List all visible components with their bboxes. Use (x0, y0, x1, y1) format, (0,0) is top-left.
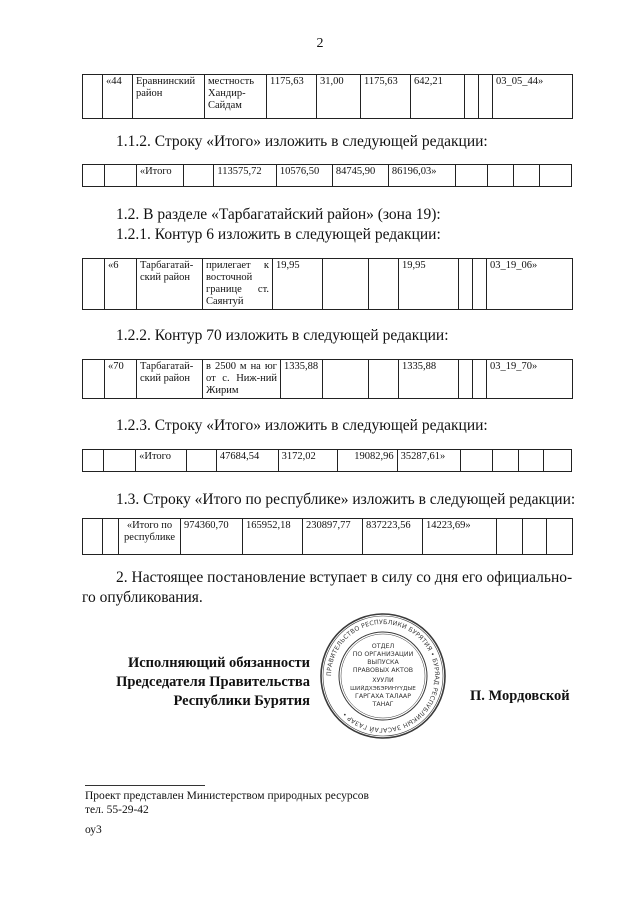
footer-submitted-by: Проект представлен Министерством природных ресурсов (85, 790, 369, 802)
paragraph-1-1-2: 1.1.2. Строку «Итого» изложить в следующей редакции: (116, 133, 488, 150)
table-contour-6 (82, 258, 573, 310)
paragraph-2-continuation: го опубликования. (82, 589, 203, 606)
seal-inner-text: ТАНАГ (372, 701, 394, 708)
table-row (83, 165, 572, 187)
paragraph-1-2: 1.2. В разделе «Тарбагатайский район» (зона 19): (116, 206, 441, 223)
table-cell (459, 360, 473, 399)
table-cell: 14223,69» (423, 519, 497, 555)
seal-ring-text: ПРАВИТЕЛЬСТВО РЕСПУБЛИКИ БУРЯТИЯ • БУРЯАД РЕСПУБЛИКЫН ЗАСАГАЙ ГАЗАР • (325, 618, 441, 734)
table-cell: 1335,88 (281, 360, 323, 399)
paragraph-1-2-3: 1.2.3. Строку «Итого» изложить в следующей редакции: (116, 417, 488, 434)
table-cell (104, 450, 136, 472)
table-cell (369, 259, 399, 310)
table-cell: 03_19_70» (487, 360, 573, 399)
table-cell (497, 519, 523, 555)
table-cell: 86196,03» (388, 165, 455, 187)
table-cell (323, 259, 369, 310)
table-row (83, 450, 572, 472)
table-cell (465, 75, 479, 119)
table-row (83, 360, 573, 399)
table-cell (493, 450, 519, 472)
table-cell (513, 165, 539, 187)
paragraph-1-2-1: 1.2.1. Контур 6 изложить в следующей редакции: (116, 226, 441, 243)
table-cell: «Итого (136, 165, 183, 187)
footer-code: оу3 (85, 824, 102, 836)
seal-inner-text: ГАРГАХА ТАЛААР (354, 693, 412, 700)
table-total-1 (82, 164, 572, 187)
table-cell: Тарбагатай-ский район (137, 360, 203, 399)
seal-inner-text: ВЫПУСКА (367, 659, 399, 666)
table-cell (473, 259, 487, 310)
table-cell (518, 450, 544, 472)
table-cell: 35287,61» (397, 450, 461, 472)
table-cell (83, 360, 105, 399)
table-cell (369, 360, 399, 399)
table-cell (539, 165, 571, 187)
table-cell (104, 165, 136, 187)
table-row (83, 75, 573, 119)
paragraph-2: 2. Настоящее постановление вступает в силу со дня его официально- (116, 569, 573, 586)
table-cell: 837223,56 (363, 519, 423, 555)
footer-phone: тел. 55-29-42 (85, 804, 149, 816)
table-cell: в 2500 м на юг от с. Ниж-ний Жирим (203, 360, 281, 399)
page-number: 2 (316, 36, 324, 51)
table-cell: 113575,72 (214, 165, 276, 187)
table-cell (323, 360, 369, 399)
signatory-title (60, 654, 310, 711)
table-cell: 31,00 (317, 75, 361, 119)
table-cell: 19,95 (399, 259, 459, 310)
table-cell: 1175,63 (361, 75, 411, 119)
table-cell: 3172,02 (278, 450, 338, 472)
signatory-title-line: Исполняющий обязанности (127, 655, 310, 671)
table-cell: 19,95 (273, 259, 323, 310)
table-cell: Еравнинский район (133, 75, 205, 119)
table-cell: Тарбагатай-ский район (137, 259, 203, 310)
seal-inner-text: ХУУЛИ (372, 677, 394, 684)
table-cell: 974360,70 (181, 519, 243, 555)
table-cell: 19082,96 (338, 450, 398, 472)
table-cell (473, 360, 487, 399)
table-row (83, 519, 573, 555)
table-cell: «70 (105, 360, 137, 399)
table-cell: местность Хандир-Сайдам (205, 75, 267, 119)
signatory-title-line: Республики Бурятия (173, 693, 310, 709)
table-cell (83, 259, 105, 310)
table-cell (523, 519, 547, 555)
table-cell: «Итого (136, 450, 187, 472)
table-cell (83, 75, 103, 119)
table-cell (455, 165, 487, 187)
table-cell (461, 450, 493, 472)
table-cell: 03_19_06» (487, 259, 573, 310)
table-cell: 165952,18 (243, 519, 303, 555)
table-cell: 03_05_44» (493, 75, 573, 119)
seal-inner-text: ПРАВОВЫХ АКТОВ (352, 667, 414, 674)
table-total-2 (82, 449, 572, 472)
table-cell: 230897,77 (303, 519, 363, 555)
table-cell (547, 519, 573, 555)
table-cell: 1335,88 (399, 360, 459, 399)
table-cell (83, 450, 104, 472)
table-cell: «44 (103, 75, 133, 119)
signatory-name: П. Мордовской (470, 688, 570, 704)
table-cell: 642,21 (411, 75, 465, 119)
table-cell (184, 165, 214, 187)
table-cell: 10576,50 (276, 165, 332, 187)
table-cell (459, 259, 473, 310)
table-cell: 47684,54 (216, 450, 278, 472)
table-cell: «Итого по республике (119, 519, 181, 555)
official-seal (318, 612, 448, 740)
table-cell (83, 165, 105, 187)
footer-divider (85, 785, 205, 786)
table-cell (487, 165, 513, 187)
table-cell: 84745,90 (332, 165, 388, 187)
table-cell: 1175,63 (267, 75, 317, 119)
paragraph-1-2-2: 1.2.2. Контур 70 изложить в следующей редакции: (116, 327, 449, 344)
signatory-title-line: Председателя Правительства (116, 674, 310, 690)
table-contour-44 (82, 74, 573, 119)
table-cell (544, 450, 572, 472)
table-republic-total (82, 518, 573, 555)
table-cell (103, 519, 119, 555)
table-contour-70 (82, 359, 573, 399)
table-cell (187, 450, 217, 472)
table-row (83, 259, 573, 310)
seal-inner-text: ШИЙДХЭБЭРИНҮҮДЫЕ (350, 686, 416, 692)
paragraph-1-3: 1.3. Строку «Итого по республике» изложить в следующей редакции: (116, 491, 576, 508)
table-cell (83, 519, 103, 555)
table-cell: прилегает к восточной границе ст. Саянтуй (203, 259, 273, 310)
seal-graphic (318, 612, 448, 740)
table-cell (479, 75, 493, 119)
table-cell: «6 (105, 259, 137, 310)
seal-inner-text: ОТДЕЛ (371, 643, 395, 650)
seal-inner-text: ПО ОРГАНИЗАЦИИ (352, 651, 414, 658)
